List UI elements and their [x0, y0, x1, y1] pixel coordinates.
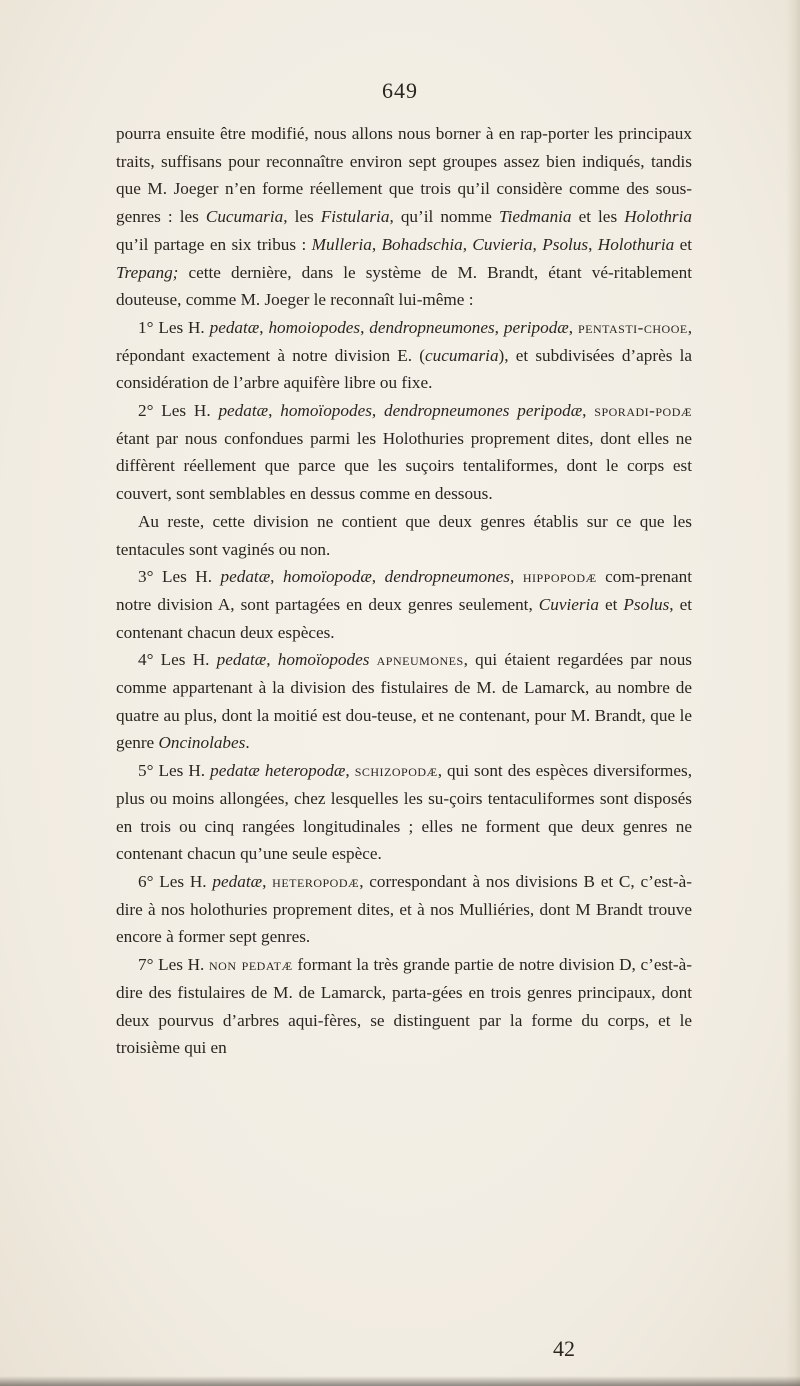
text-run: com-prenant notre division A, sont partagées en deux genres seulement,: [116, 567, 693, 614]
italic-term: cucumaria: [425, 345, 499, 365]
small-caps-term: sporadi-podæ: [594, 401, 693, 421]
text-run: , qui étaient regardées par nous comme appartenant à la division des fistulaires de M. de Lamarck, au nombre de quatre au plus, dont la moitié est dou-teuse, et ne contenant, pour M. Brandt, que le genre: [116, 650, 692, 753]
paragraph-item-2: [116, 397, 692, 508]
italic-term: peripodæ: [503, 317, 569, 337]
body-text: [116, 120, 692, 1062]
text-run: ,: [371, 234, 382, 254]
text-run: ,: [270, 567, 283, 587]
small-caps-term: non pedatæ: [209, 955, 293, 975]
text-run: 7° Les H.: [138, 955, 209, 975]
italic-term: Cuvieria: [538, 594, 599, 614]
paragraph-intro: [116, 120, 692, 314]
text-run: ,: [371, 567, 385, 587]
text-run: 6° Les H.: [138, 871, 213, 891]
text-run: ,: [266, 650, 278, 670]
italic-term: dendropneumones peripodæ: [384, 401, 583, 421]
italic-term: Holothria: [624, 207, 692, 227]
text-run: 3° Les H.: [138, 567, 221, 587]
text-run: ), et subdivisées d’après la considération de l’arbre aquifère libre ou fixe.: [116, 345, 692, 393]
italic-term: Psolus: [542, 234, 589, 254]
paragraph-item-5: [116, 757, 692, 868]
paragraph-item-4: [116, 646, 692, 757]
italic-term: pedatæ: [212, 871, 263, 891]
text-run: ,: [259, 317, 269, 337]
text-run: , correspondant à nos divisions B et C, c’est-à-dire à nos holothuries proprement dites, et à nos Mulliéries, dont M Brandt trouve encore à former sept genres.: [116, 871, 693, 947]
italic-term: pedatæ: [210, 761, 260, 781]
italic-term: Cucumaria: [205, 207, 284, 227]
italic-term: Oncinolabes: [158, 733, 246, 753]
text-run: .: [245, 733, 250, 753]
italic-term: homoiopodes: [268, 317, 361, 337]
paragraph-item-7: [116, 951, 692, 1062]
signature-mark: 42: [553, 1336, 575, 1361]
text-run: ,: [510, 567, 523, 587]
text-run: ,: [494, 317, 504, 337]
text-run: et: [674, 234, 693, 254]
small-caps-term: heteropodæ: [272, 871, 360, 891]
italic-term: Fistularia: [320, 207, 390, 227]
text-run: formant la très grande partie de notre division D, c’est-à-dire des fistulaires de M. de Lamarck, parta-gées en trois genres principaux, dont deux pourvus d’arbres aqui-fères, se distinguent par la forme du corps, et le troisième qui en: [116, 955, 692, 1058]
italic-term: Bohadschia: [381, 234, 463, 254]
text-run: 4° Les H.: [138, 650, 217, 670]
paragraph-item-6: [116, 868, 692, 951]
italic-term: homoïopodæ: [282, 567, 372, 587]
page-bottom-shadow: [0, 1376, 800, 1386]
text-run: et les: [571, 207, 625, 227]
small-caps-term: schizopodæ: [354, 761, 438, 781]
italic-term: pedatæ: [209, 317, 260, 337]
text-run: qu’il partage en six tribus :: [116, 234, 312, 254]
paragraph-item-3: [116, 563, 692, 646]
italic-term: Holothuria: [597, 234, 675, 254]
text-run: , les: [283, 207, 321, 227]
italic-term: heteropodæ: [264, 761, 346, 781]
text-run: Au reste, cette division ne contient que deux genres établis sur ce que les tentacules sont vaginés ou non.: [116, 511, 692, 559]
small-caps-term: apneumones: [376, 650, 464, 670]
italic-term: pedatæ: [216, 650, 267, 670]
italic-term: Mulleria: [311, 234, 372, 254]
text-run: et: [598, 594, 624, 614]
text-run: ,: [462, 234, 473, 254]
italic-term: Psolus: [623, 594, 670, 614]
text-run: , et contenant chacun deux espèces.: [116, 594, 693, 642]
text-run: ,: [568, 317, 578, 337]
italic-term: dendropneumones: [384, 567, 510, 587]
text-run: ,: [262, 871, 273, 891]
text-run: , qu’il nomme: [389, 207, 499, 227]
page-edge-shadow: [786, 0, 800, 1386]
italic-term: homoïopodes: [280, 401, 372, 421]
small-caps-term: hippopodæ: [522, 567, 597, 587]
italic-term: Tiedmania: [498, 207, 572, 227]
italic-term: Cuvieria: [472, 234, 533, 254]
text-run: 1° Les H.: [138, 317, 210, 337]
italic-term: homoïopodes: [277, 650, 370, 670]
text-run: , qui sont des espèces diversiformes, plus ou moins allongées, chez lesquelles les su-çoirs tentaculiformes sont disposés en trois ou cinq rangées longitudinales ; elles ne forment que deux genres ne contenant chacun qu’une seule espèce.: [116, 761, 693, 864]
page-number: 649: [382, 78, 418, 103]
text-run: ,: [345, 761, 355, 781]
text-run: cette dernière, dans le système de M. Brandt, étant vé-ritablement douteuse, comme M. Joeger le reconnaît lui-même :: [116, 262, 692, 310]
text-run: pourra ensuite être modifié, nous allons nous borner à en rap-porter les principaux traits, suffisans pour reconnaître environ sept groupes assez bien indiqués, tandis que M. Joeger n’en forme réellement que trois qu’il considère comme des sous-genres : les: [116, 124, 692, 227]
text-run: 5° Les H.: [138, 761, 211, 781]
paragraph-item-1: [116, 314, 692, 397]
text-run: ,: [532, 234, 543, 254]
italic-term: pedatæ: [220, 567, 271, 587]
text-run: ,: [268, 401, 281, 421]
paragraph-item-2b: [116, 508, 692, 563]
italic-term: pedatæ: [218, 401, 269, 421]
text-run: , répondant exactement à notre division E. (: [116, 317, 693, 365]
italic-term: Trepang;: [116, 262, 179, 282]
text-run: ,: [582, 401, 595, 421]
text-run: ,: [371, 401, 385, 421]
small-caps-term: pentasti-chooe: [577, 317, 688, 337]
text-run: ,: [360, 317, 370, 337]
text-run: 2° Les H.: [138, 401, 219, 421]
text-run: étant par nous confondues parmi les Holothuries proprement dites, dont elles ne diffèrent réellement que parce que les suçoirs tentaliformes, dont le corps est couvert, sont semblables en dessus comme en dessous.: [116, 428, 692, 504]
italic-term: dendropneumones: [369, 317, 495, 337]
text-run: ,: [588, 234, 598, 254]
text-run: [369, 650, 376, 669]
